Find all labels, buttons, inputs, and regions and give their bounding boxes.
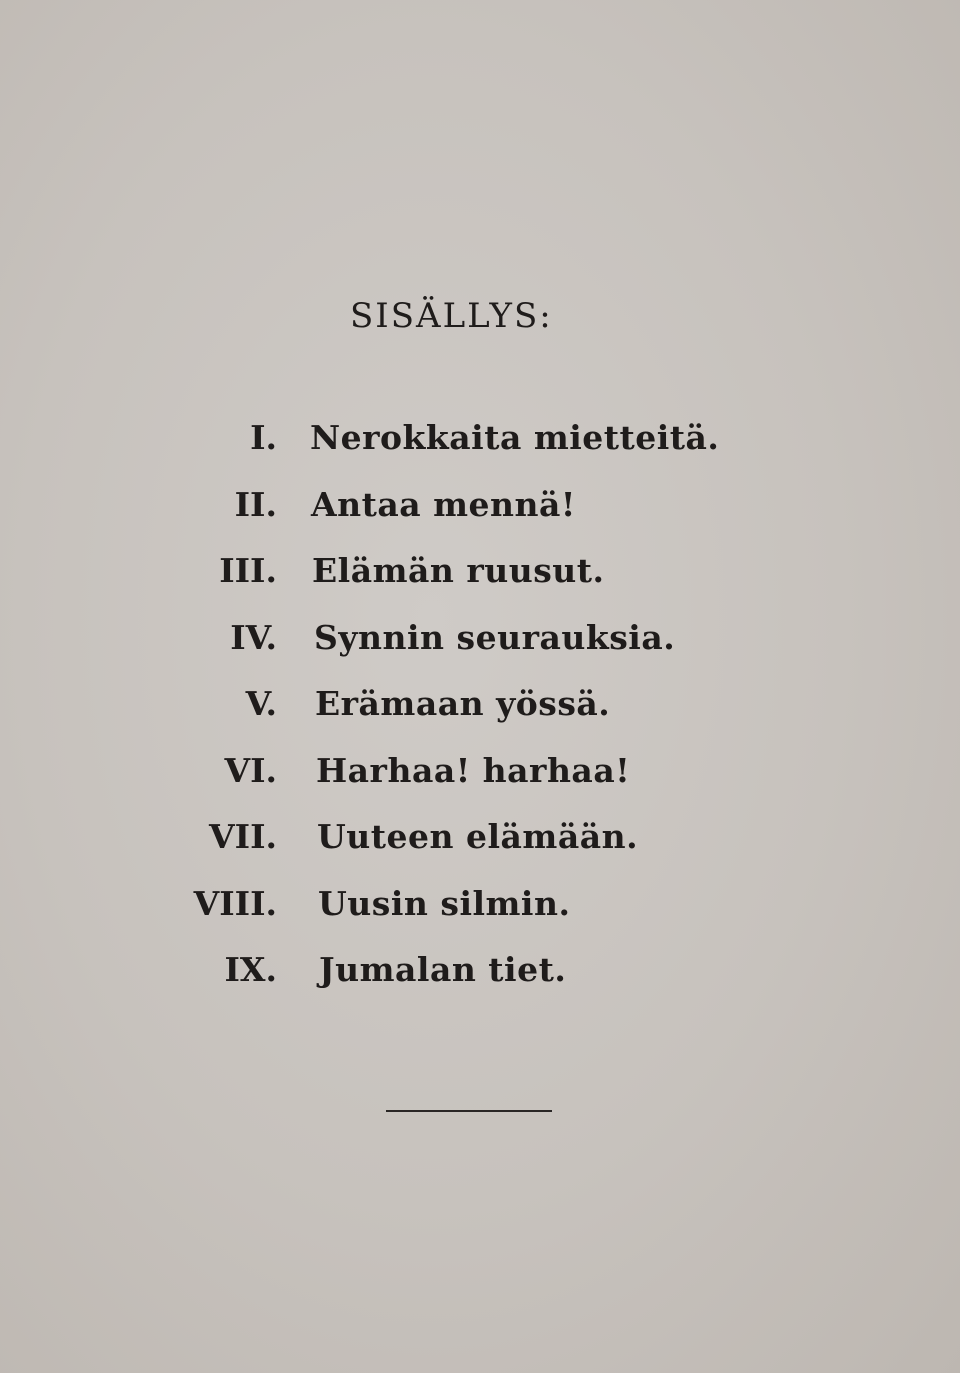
- chapter-numeral: II.: [234, 484, 277, 524]
- chapter-title: Jumalan tiet.: [319, 950, 567, 989]
- chapter-numeral: III.: [219, 551, 277, 590]
- toc-entry: [4, 618, 960, 685]
- chapter-title: Uusin silmin.: [318, 883, 571, 923]
- chapter-title: Nerokkaita mietteitä.: [310, 418, 720, 457]
- chapter-title: Erämaan yössä.: [315, 684, 611, 723]
- table-of-contents: [0, 418, 960, 1017]
- chapter-numeral: VII.: [209, 817, 277, 856]
- toc-entry: [2, 551, 960, 618]
- chapter-title: Synnin seurauksia.: [314, 617, 676, 657]
- chapter-numeral: VIII.: [193, 883, 277, 923]
- chapter-title: Uuteen elämään.: [317, 817, 639, 856]
- toc-entry: [5, 684, 960, 751]
- toc-entry: [6, 751, 960, 818]
- chapter-numeral: I.: [250, 418, 277, 457]
- chapter-numeral: V.: [245, 684, 277, 723]
- page-title: SISÄLLYS:: [350, 296, 553, 336]
- toc-entry: [1, 485, 960, 552]
- chapter-numeral: IX.: [224, 950, 277, 989]
- chapter-title: Harhaa! harhaa!: [316, 750, 631, 790]
- toc-entry: [9, 950, 960, 1017]
- chapter-title: Elämän ruusut.: [312, 551, 605, 590]
- toc-entry: [7, 817, 960, 884]
- chapter-numeral: IV.: [230, 617, 277, 657]
- toc-entry: [0, 418, 960, 485]
- chapter-numeral: VI.: [224, 750, 277, 790]
- toc-entry: [8, 884, 960, 951]
- divider-rule: [386, 1110, 552, 1112]
- chapter-title: Antaa mennä!: [311, 484, 576, 524]
